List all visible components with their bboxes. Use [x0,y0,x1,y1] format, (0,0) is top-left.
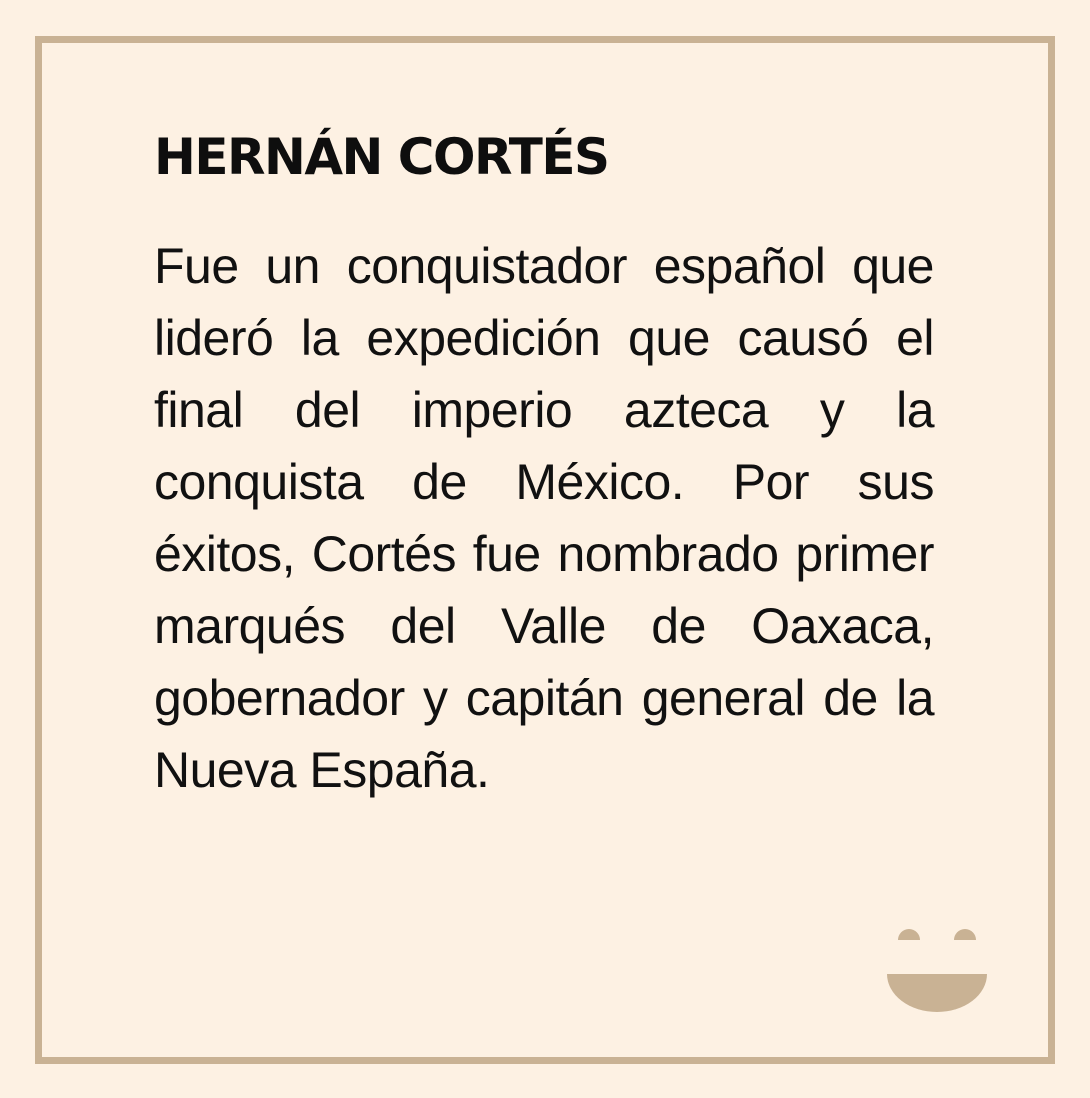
smiley-face-icon [885,918,989,1014]
smiley-mouth [887,974,987,1012]
smiley-left-eye [898,929,920,940]
card-body-text: Fue un conquistador español que lideró la expedición que causó el final del imperio azteca y la conquista de México. Por sus éxitos, Cortés fue nombrado primer marqués del Valle de Oaxaca, gobernador y capitán general de la Nueva España. [154,238,934,798]
card-title: HERNÁN CORTÉS [154,128,609,186]
smiley-right-eye [954,929,976,940]
